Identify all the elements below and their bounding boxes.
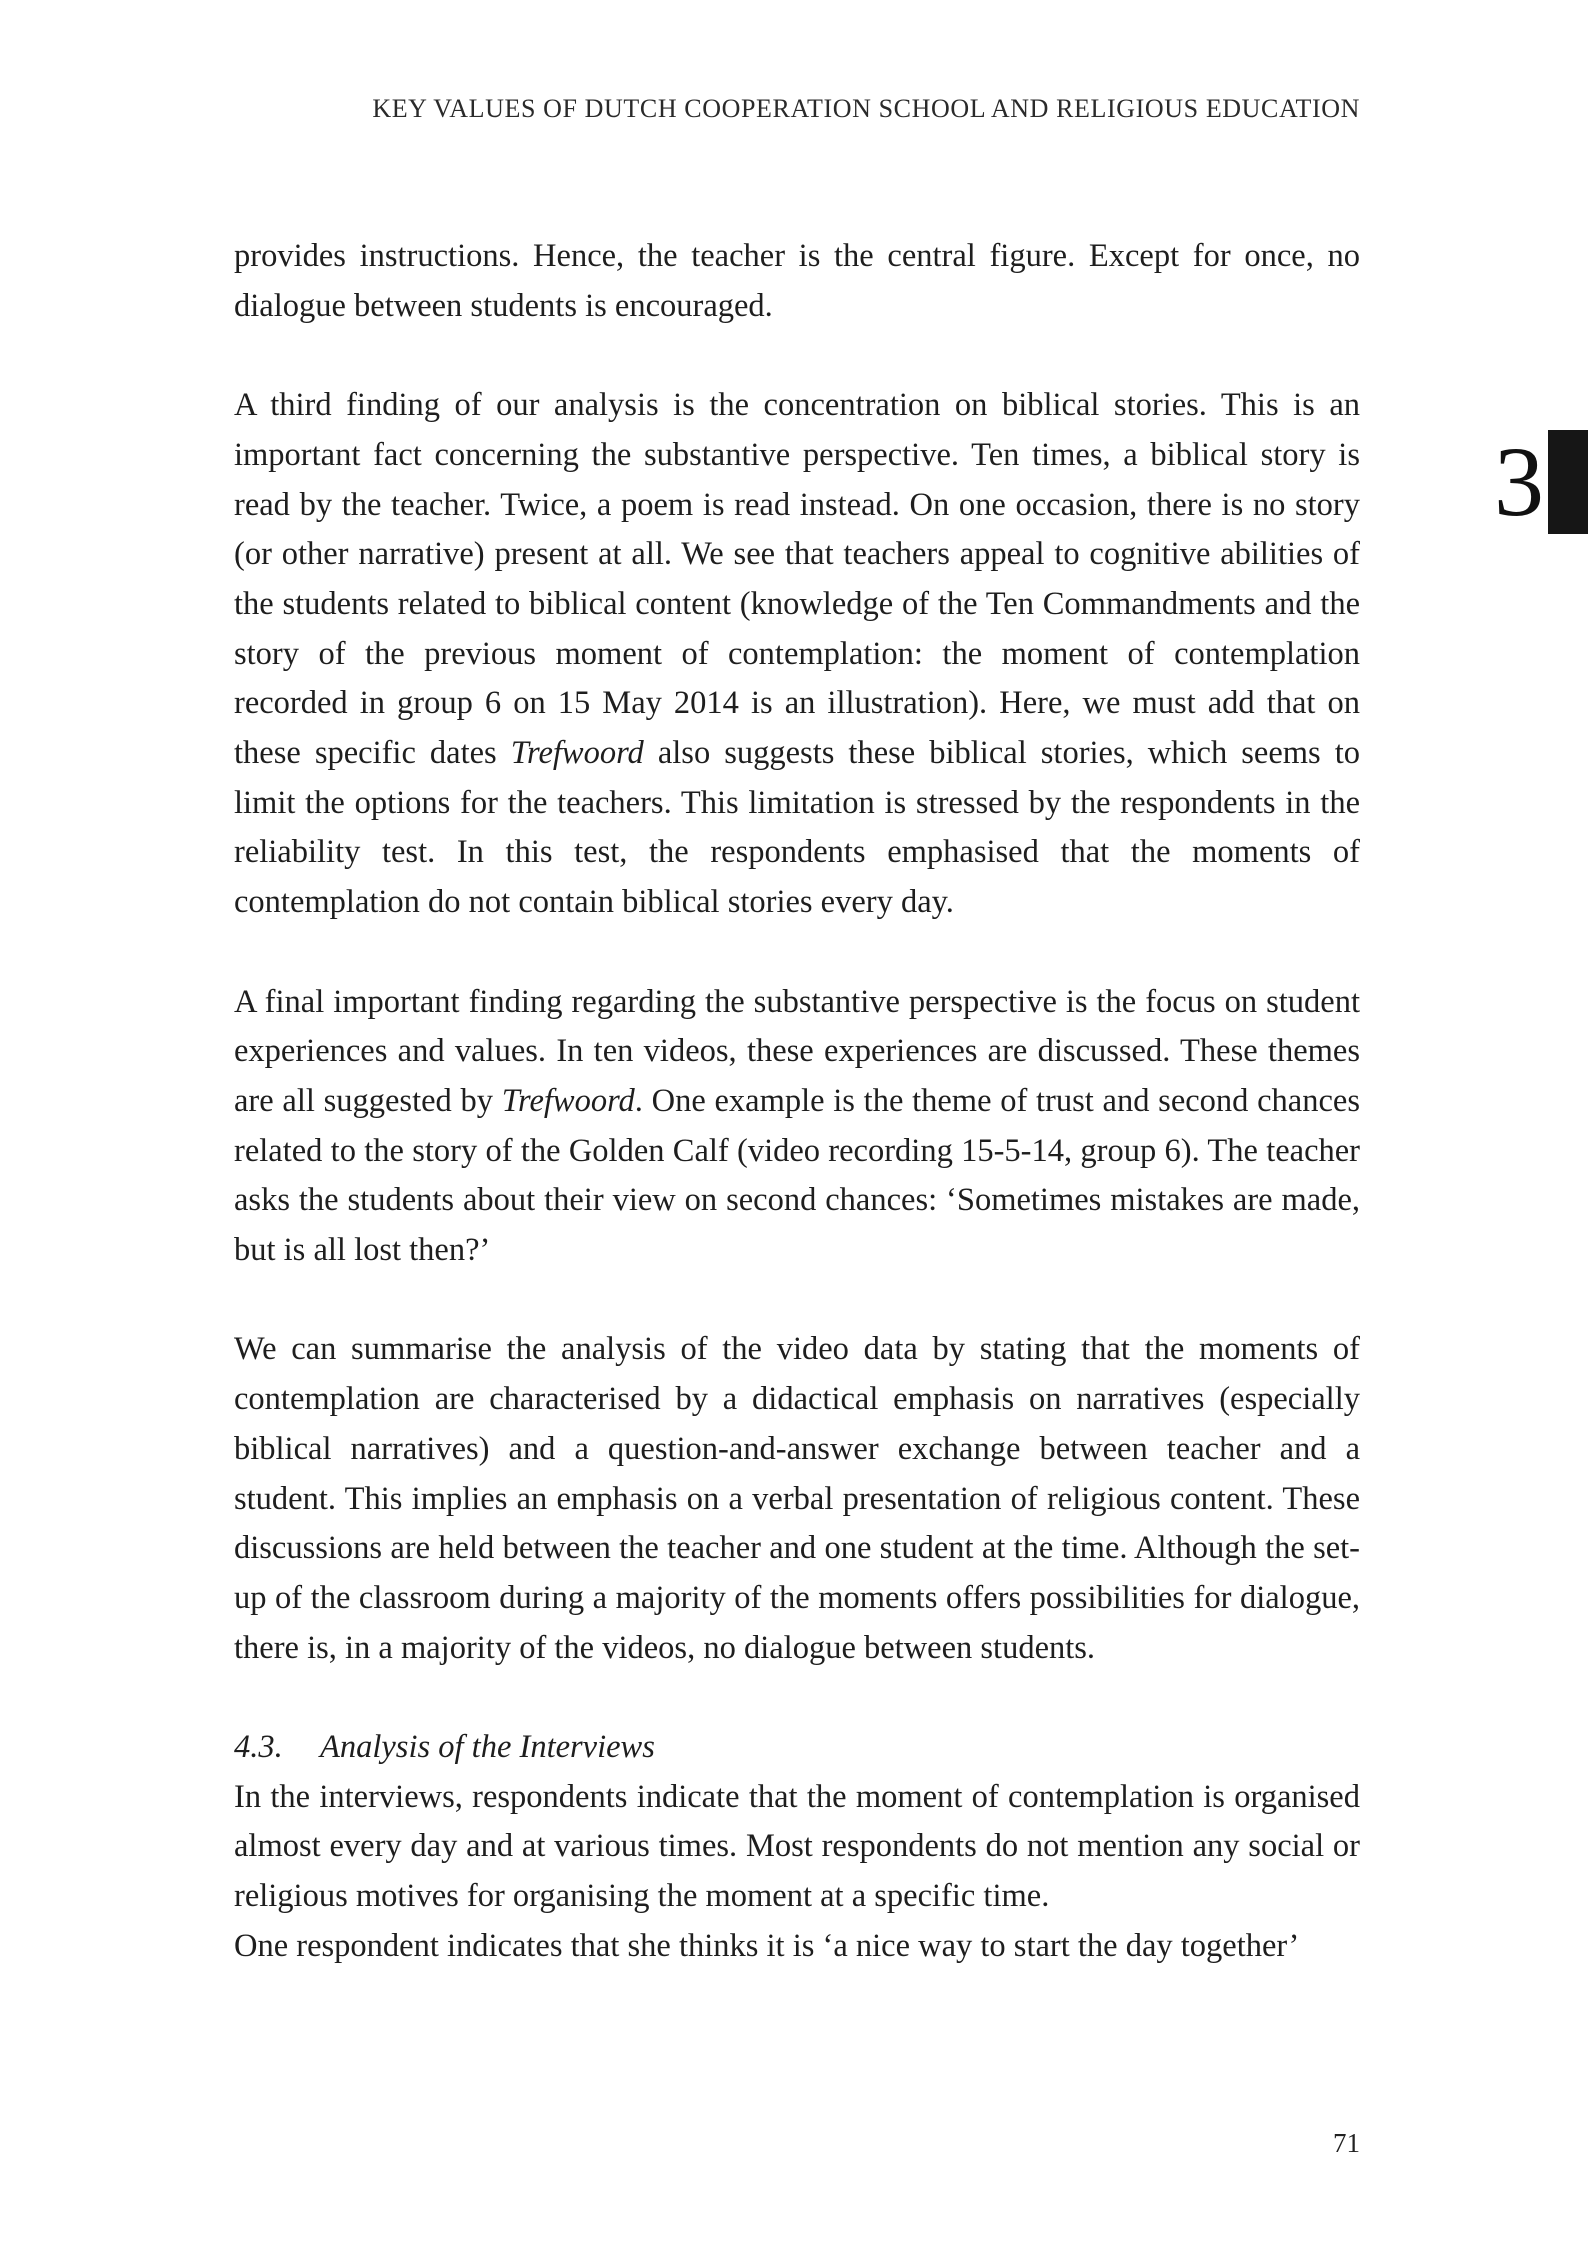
chapter-bar	[1548, 430, 1588, 534]
paragraph-6: One respondent indicates that she thinks it is ‘a nice way to start the day together’	[234, 1927, 1300, 1964]
paragraph-3	[234, 978, 1360, 1276]
section-heading	[234, 1723, 1360, 1773]
paragraph-1: provides instructions. Hence, the teacher is the central figure. Except for once, no dialogue between students is encouraged.	[234, 238, 1360, 324]
trefwoord-italic: Trefwoord	[501, 1082, 635, 1119]
chapter-number: 3	[1494, 426, 1544, 537]
page-number: 71	[1333, 2128, 1360, 2158]
trefwoord-italic: Trefwoord	[510, 735, 644, 772]
section-title: Analysis of the Interviews	[320, 1729, 655, 1766]
paragraph-4: We can summarise the analysis of the video data by stating that the moments of contemplation are characterised by a didactical emphasis on narratives (especially biblical narratives) and a question-and-answer exchange between teacher and a student. This implies an emphasis on a verbal presentation of religious content. These discussions are held between the teacher and one student at the time. Although the set-up of the classroom during a majority of the moments offers possibilities for dialogue, there is, in a majority of the videos, no dialogue between students.	[234, 1331, 1360, 1666]
paragraph-2	[234, 381, 1360, 928]
paragraph-5: In the interviews, respondents indicate that the moment of contemplation is organised almost every day and at various times. Most respondents do not mention any social or religious motives for organising the moment at a specific time.	[234, 1778, 1360, 1915]
paragraph-3-part-b: . One example is the theme of trust and second chances related to the story of the Golden Calf (video recording 15-5-14, group 6). The teacher asks the students about their view on second chances: ‘Sometimes mistakes are made, but is all lost then?’	[234, 1082, 1360, 1269]
running-header: KEY VALUES OF DUTCH COOPERATION SCHOOL AND RELIGIOUS EDUCATION	[372, 94, 1360, 123]
section-number: 4.3.	[234, 1729, 283, 1766]
paragraph-3-part-a: A final important finding regarding the substantive perspective is the focus on student experiences and values. In ten videos, these experiences are discussed. These themes are all suggested by	[234, 983, 1360, 1119]
chapter-tab	[1494, 426, 1588, 537]
body-text	[234, 232, 1360, 1972]
paragraph-2-part-a: A third finding of our analysis is the concentration on biblical stories. This is an important fact concerning the substantive perspective. Ten times, a biblical story is read by the teacher. Twice, a poem is read instead. On one occasion, there is no story (or other narrative) present at all. We see that teachers appeal to cognitive abilities of the students related to biblical content (knowledge of the Ten Commandments and the story of the previous moment of contemplation: the moment of contemplation recorded in group 6 on 15 May 2014 is an illustration). Here, we must add that on these specific dates	[234, 387, 1360, 772]
paragraph-2-part-b: also suggests these biblical stories, which seems to limit the options for the teachers. This limitation is stressed by the respondents in the reliability test. In this test, the respondents emphasised that the moments of contemplation do not contain biblical stories every day.	[234, 735, 1361, 921]
